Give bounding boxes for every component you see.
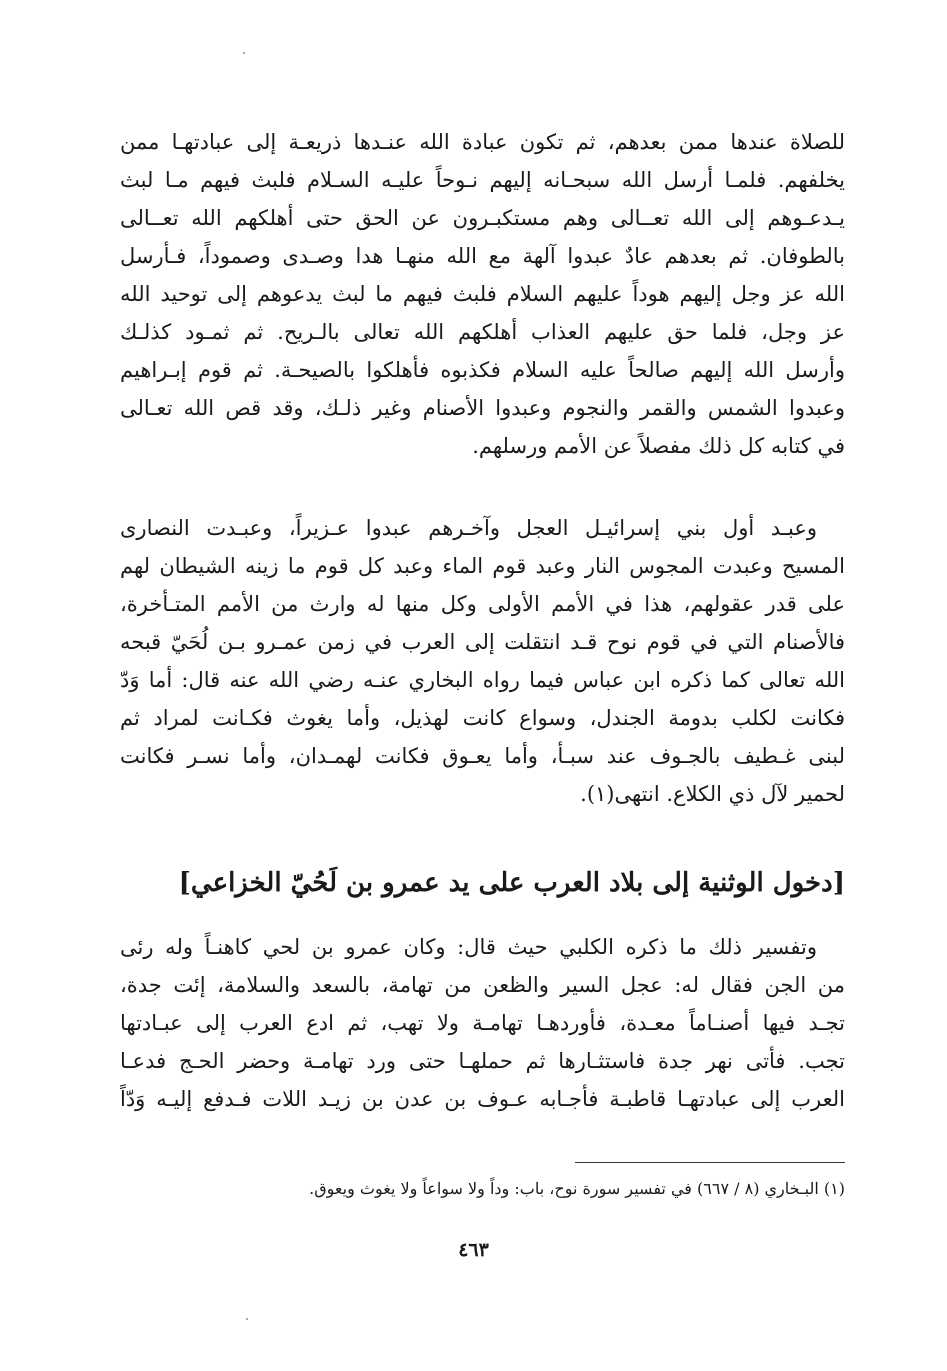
text-line: عز وجل، فلما حق عليهم العذاب أهلكهم الله تعالى بالـريح. ثم ثمـود كذلـك (120, 320, 845, 344)
text-line: في كتابه كل ذلك مفصلاً عن الأمم ورسلهم. (472, 434, 845, 458)
page-number: ٤٦٣ (458, 1239, 489, 1261)
text-line: للصلاة عندها ممن بعدهم، ثم تكون عبادة الله عنـدها ذريعـة إلى عبادتهـا ممن (120, 130, 845, 154)
text-line: وتفسير ذلك ما ذكره الكلبي حيث قال: وكان عمرو بن لحي كاهنـاً وله رئى (120, 935, 817, 959)
text-line: لبنى غـطيف بالجـوف عند سبـأ، وأما يعـوق فكانت لهمـدان، وأما نسـر فكانت (120, 744, 845, 768)
text-line: يخلفهم. فلمـا أرسل الله سبحـانه إليهم نـوحاً عليـه السـلام فلبث فيهم مـا لبث (120, 168, 845, 192)
paragraph-3 (120, 928, 845, 1118)
text-line: المسيح وعبدت المجوس النار وعبد قوم الماء وعبد كل قوم ما زينه الشيطان لهم (120, 554, 845, 578)
text-line: تجـد فيها أصنـاماً معـدة، فأوردهـا تهامـة ولا تهب، ثم ادع العرب إلى عبـادتها (120, 1011, 845, 1035)
text-line: فالأصنام التي في قوم نوح قـد انتقلت إلى العرب في زمن عمـرو بـن لُحَيّ قبحه (120, 630, 845, 654)
text-line: الله عز وجل إليهم هوداً عليهم السلام فلبث فيهم ما لبث يدعوهم إلى توحيد الله (120, 282, 845, 306)
scan-speck (243, 52, 245, 54)
paragraph-1 (120, 123, 845, 465)
text-line: الله تعالى كما ذكره ابن عباس فيما رواه البخاري عنـه رضي الله عنه قال: أما وَدّ (120, 668, 845, 692)
text-line: العرب إلى عبادتهـا قاطبـة فأجـابه عـوف بن عدن بن زيـد اللات فـدفع إليـه وَدّاً (120, 1087, 845, 1111)
text-line: يـدعـوهم إلى الله تعــالى وهم مستكبـرون عن الحق حتى أهلكهم الله تعــالى (120, 206, 845, 230)
text-line: وعبـد أول بني إسرائيـل العجل وآخـرهم عبدوا عـزيراً، وعبـدت النصارى (120, 516, 817, 540)
text-line: من الجن فقال له: عجل السير والظعن من تهامة، بالسعد والسلامة، إئت جدة، (120, 973, 845, 997)
footnote: (١) البـخاري (٨ / ٦٦٧) في تفسير سورة نوح، باب: وداً ولا سواعاً ولا يغوث ويعوق. (309, 1179, 845, 1198)
scan-speck (246, 1318, 248, 1320)
footnote-separator (575, 1162, 845, 1163)
text-line: تجب. فأتى نهر جدة فاستثـارها ثم حملهـا حتى ورد تهامـة وحضر الحـج فدعـا (120, 1049, 845, 1073)
text-line: على قدر عقولهم، هذا في الأمم الأولى وكل منها له وارث من الأمم المتـأخرة، (120, 592, 845, 616)
text-line: بالطوفان. ثم بعدهم عادٌ عبدوا آلهة مع الله منهـا هدا وصـدى وصموداً، فـأرسل (120, 244, 845, 268)
text-line: وعبدوا الشمس والقمر والنجوم وعبدوا الأصنام وغير ذلـك، وقد قص الله تعـالى (120, 396, 845, 420)
text-line: وأرسل الله إليهم صالحاً عليه السلام فكذبوه فأهلكوا بالصيحـة. ثم قوم إبـراهيم (120, 358, 845, 382)
paragraph-2 (120, 509, 845, 813)
section-heading: [دخول الوثنية إلى بلاد العرب على يد عمرو بن لَحُيّ الخزاعي] (178, 868, 845, 898)
text-line: لحمير لآل ذي الكلاع. انتهى(١). (580, 782, 845, 806)
text-line: فكانت لكلب بدومة الجندل، وسواع كانت لهذيل، وأما يغوث فكـانت لمراد ثم (120, 706, 845, 730)
